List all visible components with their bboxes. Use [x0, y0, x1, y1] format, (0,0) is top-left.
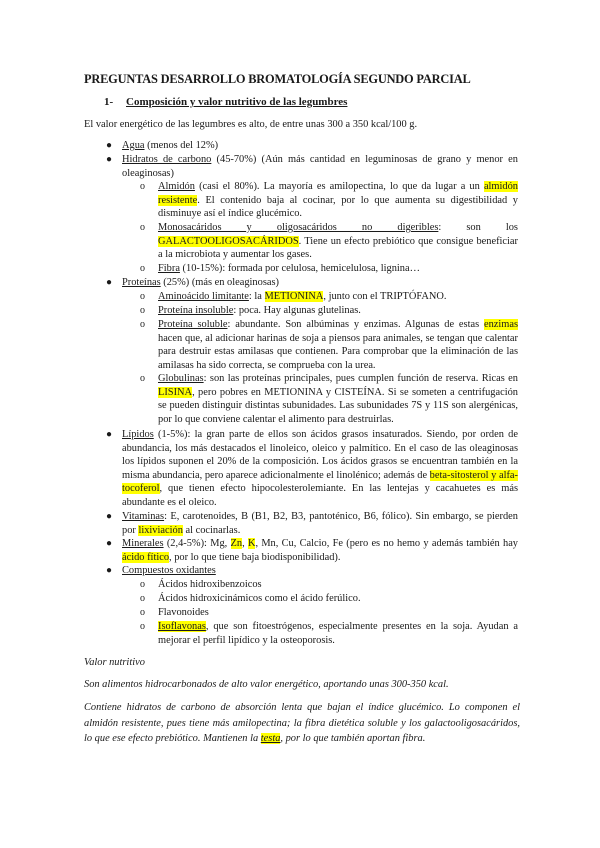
term-fibra: Fibra — [158, 263, 180, 274]
term-almidon: Almidón — [158, 181, 195, 192]
highlight-enzimas: enzimas — [483, 319, 518, 330]
text-vitaminas-end: al cocinarlas. — [182, 524, 241, 536]
term-globulinas: Globulinas — [158, 373, 204, 384]
bullet-icon: ● — [106, 140, 113, 151]
bullet-icon: ● — [106, 429, 113, 440]
list-item-almidon — [158, 180, 518, 221]
list-item-agua — [122, 139, 518, 153]
text-globulinas: : son las proteínas principales, pues cumplen función de reserva. Ricas en — [203, 373, 518, 384]
text-valor-p2: Contiene hidratos de carbono de absorción lenta que bajan el índice glucémico. Lo componen el almidón resistente, pues tiene más amilopectina; la fibra dietética soluble y los galactooligosacáridos, lo que ese efecto prebiótico. Mantienen la — [84, 702, 520, 744]
term-compuestos: Compuestos oxidantes — [122, 565, 216, 576]
bullet-icon: ● — [106, 538, 113, 549]
text-hidratos: (45-70%) (Aún más cantidad en leguminosas de grano y menor en oleaginosas) — [122, 154, 518, 179]
sub-bullet-icon: o — [140, 305, 145, 316]
text-almidon-end: . El contenido baja al cocinar, por lo que aumenta su digestibilidad y disminuye así el índice glucémico. — [158, 194, 518, 219]
sub-bullet-icon: o — [140, 319, 145, 330]
valor-nutritivo-paragraph-2 — [84, 700, 520, 747]
text-soluble-end: hacen que, al adicionar harinas de soja a piensos para animales, se tengan que calentar para destruir estas amilasas que contienen. Para comprobar que la eliminación de las amilasas ha sido correcta, se comprueba con la urea. — [158, 332, 518, 371]
list-item-proteinas — [122, 276, 518, 290]
term-proteinas: Proteínas — [122, 277, 161, 288]
valor-nutritivo-heading: Valor nutritivo — [84, 657, 145, 668]
section-title: Composición y valor nutritivo de las legumbres — [126, 96, 348, 108]
list-item-soluble — [158, 318, 518, 372]
list-item-hidroxibenzoicos: Ácidos hidroxibenzoicos — [158, 579, 262, 590]
list-item-insoluble — [158, 304, 518, 318]
text-aminoacido-end: , junto con el TRIPTÓFANO. — [323, 291, 447, 302]
text-agua: (menos del 12%) — [144, 140, 219, 151]
text-minerales-mid: , Mn, Cu, Calcio, Fe (pero es no hemo y además también hay — [255, 538, 519, 549]
sub-bullet-icon: o — [140, 607, 145, 618]
text-minerales-end: , por lo que tiene baja biodisponibilidad). — [169, 551, 341, 563]
text-valor-p2-end: , por lo que también aportan fibra. — [280, 733, 426, 744]
sub-bullet-icon: o — [140, 373, 145, 384]
highlight-zn: Zn — [230, 538, 243, 549]
text-mono-end: . Tiene un efecto prebiótico que consigue beneficiar a la microbiota y aumentar los gases. — [158, 235, 518, 260]
text-fibra: (10-15%): formada por celulosa, hemicelulosa, lignina… — [179, 263, 421, 274]
highlight-lisina: LISINA — [158, 386, 193, 398]
text-isoflavonas: , que son fitoestrógenos, especialmente presentes en la soja. Ayudan a mejorar el perfil lipídico y la osteoporosis. — [158, 621, 518, 646]
highlight-beta-sitosterol: beta-sitosterol y alfa-tocoferol — [122, 469, 518, 494]
term-aminoacido: Aminoácido limitante — [158, 291, 249, 302]
text-globulinas-end: , pero pobres en METIONINA y CISTEÍNA. Si se someten a centrifugación se pueden distinguir distintas subunidades. Las subunidades 7S y 11S son alergénicas, por lo que conviene calentar el alimento para destruirlas. — [158, 386, 518, 425]
highlight-k: K — [247, 538, 256, 549]
sub-bullet-icon: o — [140, 181, 145, 192]
sub-bullet-icon: o — [140, 593, 145, 604]
list-item-isoflavonas — [158, 620, 518, 647]
valor-nutritivo-paragraph-1: Son alimentos hidrocarbonados de alto valor energético, aportando unas 300-350 kcal. — [84, 679, 449, 690]
bullet-icon: ● — [106, 154, 113, 165]
text-lipidos-end: , que tienen efecto hipocolesterolemiante. En las lentejas y cacahuetes es más abundante es el oleico. — [122, 483, 518, 508]
text-lipidos: (1-5%): la gran parte de ellos son ácidos grasos insaturados. Siendo, por orden de abundancia, los más destacados el linoleico, oleico y palmítico. En el caso de las oleaginosas los lípidos suponen el 20% de la composición. Los ácidos grasos se encuentran también en la misma abundancia, pero aparece adicionalmente el linolénico; además de — [122, 429, 518, 481]
list-item-vitaminas — [122, 510, 518, 537]
term-agua: Agua — [122, 140, 145, 151]
text-insoluble: : poca. Hay algunas glutelinas. — [233, 305, 361, 316]
list-item-flavonoides: Flavonoides — [158, 607, 209, 618]
term-insoluble: Proteína insoluble — [158, 305, 234, 316]
text-aminoacido: : la — [248, 291, 265, 302]
text-almidon: (casi el 80%). La mayoría es amilopectina, lo que da lugar a un — [194, 181, 484, 192]
sub-bullet-icon: o — [140, 291, 145, 302]
term-hidratos: Hidratos de carbono — [122, 154, 212, 165]
sub-bullet-icon: o — [140, 621, 145, 632]
term-lipidos: Lípidos — [122, 429, 154, 440]
highlight-galactooligosacaridos: GALACTOOLIGOSACÁRIDOS — [158, 235, 299, 247]
highlight-lixiviacion: lixiviación — [138, 524, 183, 536]
term-vitaminas: Vitaminas — [122, 511, 165, 522]
list-item-globulinas — [158, 372, 518, 426]
term-minerales: Minerales — [122, 538, 164, 549]
list-item-aminoacido — [158, 290, 518, 304]
sub-bullet-icon: o — [140, 579, 145, 590]
sub-bullet-icon: o — [140, 263, 145, 274]
section-number: 1- — [104, 96, 114, 108]
highlight-acido-fitico: ácido fítico — [122, 551, 170, 563]
text-minerales: (2,4-5%): Mg, — [163, 538, 231, 549]
text-mono: : son los — [438, 222, 518, 233]
highlight-metionina: METIONINA — [264, 291, 324, 302]
section-heading — [104, 96, 347, 108]
bullet-icon: ● — [106, 277, 113, 288]
list-item-hidratos — [122, 153, 518, 180]
sub-bullet-icon: o — [140, 222, 145, 233]
document-title: PREGUNTAS DESARROLLO BROMATOLOGÍA SEGUNDO PARCIAL — [84, 72, 471, 86]
text-soluble: : abundante. Son albúminas y enzimas. Algunas de estas — [227, 319, 484, 330]
list-item-minerales — [122, 537, 518, 564]
intro-paragraph: El valor energético de las legumbres es alto, de entre unas 300 a 350 kcal/100 g. — [84, 119, 418, 130]
bullet-icon: ● — [106, 511, 113, 522]
highlight-isoflavonas: Isoflavonas — [158, 621, 206, 632]
term-monosacaridos: Monosacáridos y oligosacáridos no digeribles — [158, 222, 439, 233]
text-vitaminas: : E, carotenoides, B (B1, B2, B3, pantoténico, B6, fólico). Sin embargo, se pierden por — [122, 511, 518, 536]
list-item-compuestos — [122, 564, 518, 578]
term-soluble: Proteína soluble — [158, 319, 228, 330]
list-item-fibra — [158, 262, 518, 276]
highlight-testa: testa — [260, 733, 281, 744]
list-item-monosacaridos — [158, 221, 518, 262]
highlight-almidon-resistente: almidón resistente — [158, 181, 518, 206]
list-item-lipidos — [122, 428, 518, 509]
list-item-hidroxicinamicos: Ácidos hidroxicinámicos como el ácido ferúlico. — [158, 593, 361, 604]
text-minerales-sep: , — [242, 538, 248, 549]
bullet-icon: ● — [106, 565, 113, 576]
text-proteinas: (25%) (más en oleaginosas) — [160, 277, 279, 288]
